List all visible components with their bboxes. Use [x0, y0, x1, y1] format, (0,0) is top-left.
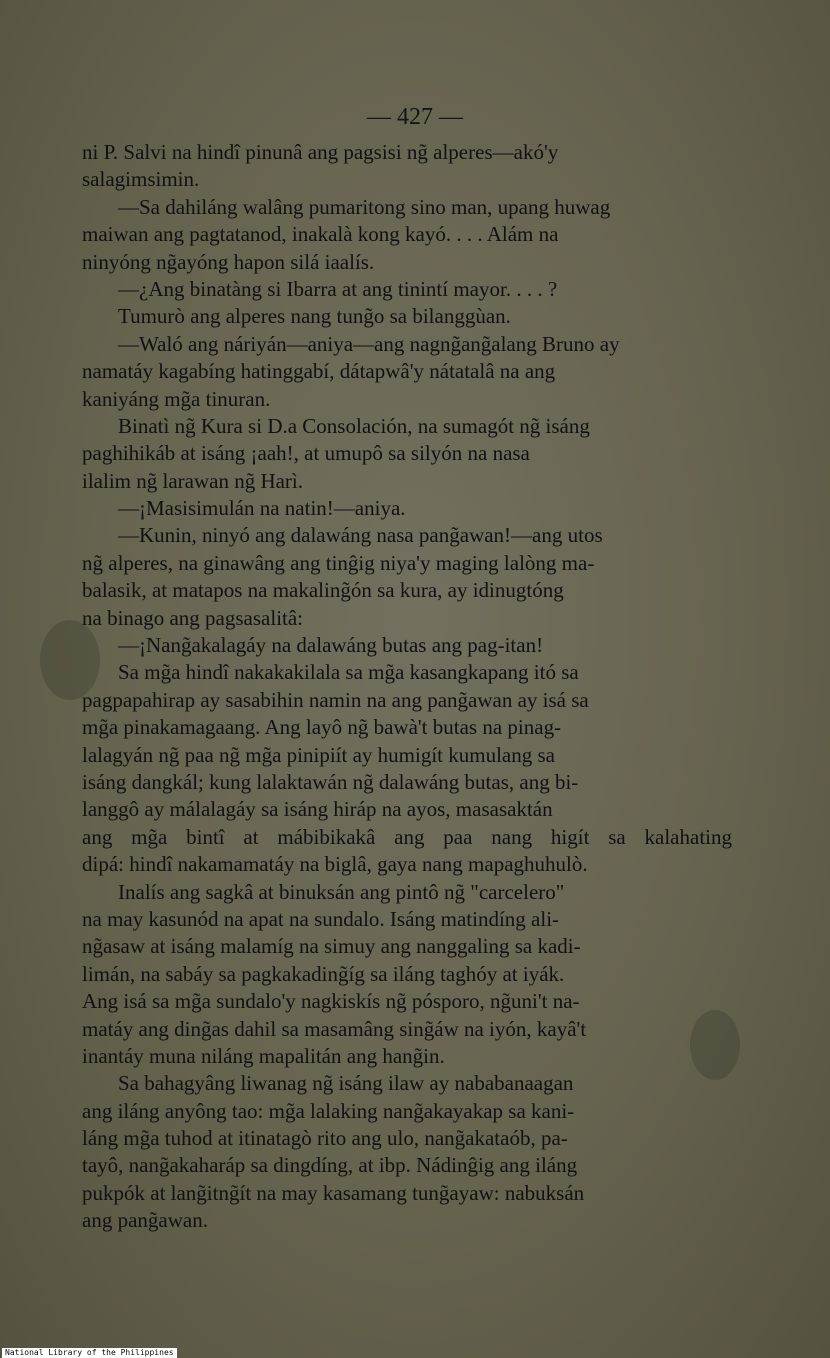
text-line: —Sa dahiláng walâng pumaritong sino man, upang huwag [118, 194, 611, 219]
text-line: ninyóng ng̃ayóng hapon silá iaalís. [82, 249, 375, 274]
text-line: pagpapahirap ay sasabihin namin na ang pang̃awan ay isá sa [82, 687, 589, 712]
text-line: langgô ay málalagáy sa isáng hiráp na ayos, masasaktán [82, 797, 553, 822]
text-line: ang mg̃a bintî at mábibikakâ ang paa nang higít sa kalahating [82, 824, 732, 849]
text-line: ang iláng anyông tao: mg̃a lalaking nang̃akayakap sa kani- [82, 1098, 575, 1123]
text-line: ilalim ng̃ larawan ng̃ Harì. [82, 468, 304, 493]
text-line: tayô, nang̃akaharáp sa dingdíng, at ibp. Nádinĝig ang iláng [82, 1153, 578, 1178]
text-line: Sa bahagyâng liwanag ng̃ isáng ilaw ay nababanaagan [118, 1071, 574, 1096]
text-line: —¡Nang̃akalagáy na dalawáng butas ang pag-itan! [118, 633, 544, 658]
text-line: isáng dangkál; kung lalaktawán ng̃ dalawáng butas, ang bi- [82, 769, 579, 794]
text-line: Ang isá sa mg̃a sundalo'y nagkiskís ng̃ pósporo, ng̃uni't na- [82, 989, 580, 1014]
text-line: —¿Ang binatàng si Ibarra at ang tinintí mayor. . . . ? [118, 276, 558, 301]
text-line: ng̃ alperes, na ginawâng ang tinĝig niya'y maging lalòng ma- [82, 550, 595, 575]
text-line: Inalís ang sagkâ at binuksán ang pintô ng̃ "carcelero" [118, 879, 565, 904]
text-line: kaniyáng mg̃a tinuran. [82, 386, 271, 411]
page-number: — 427 — [367, 104, 463, 130]
text-line: dipá: hindî nakamamatáy na biglâ, gaya nang mapaghuhulò. [82, 852, 588, 877]
text-line: maiwan ang pagtatanod, inakalà kong kayó. . . . Alám na [82, 222, 559, 247]
text-line: inantáy muna niláng mapalitán ang hang̃in. [82, 1043, 445, 1068]
body-text [82, 139, 732, 1235]
text-line: balasik, at matapos na makaling̃ón sa kura, ay idinugtóng [82, 578, 564, 603]
text-line: —¡Masisimulán na natin!—aniya. [118, 496, 406, 521]
text-line: pukpók at lang̃itng̃ít na may kasamang tung̃ayaw: nabuksán [82, 1180, 585, 1205]
text-line: Binatì ng̃ Kura si D.a Consolación, na sumagót ng̃ isáng [118, 413, 590, 438]
text-line: Tumurò ang alperes nang tung̃o sa bilanggùan. [118, 304, 511, 329]
text-line: ni P. Salvi na hindî pinunâ ang pagsisi ng̃ alperes—akó'y [82, 140, 559, 164]
text-line: paghihikáb at isáng ¡aah!, at umupô sa silyón na nasa [82, 441, 530, 466]
text-line: —Waló ang náriyán—aniya—ang nagng̃ang̃alang Bruno ay [118, 331, 620, 356]
text-line: ng̃asaw at isáng malamíg na simuy ang nanggaling sa kadi- [82, 934, 581, 959]
text-line: Sa mg̃a hindî nakakakilala sa mg̃a kasangkapang itó sa [118, 660, 579, 685]
text-line: ang pang̃awan. [82, 1208, 208, 1233]
text-line: namatáy kagabíng hatinggabí, dátapwâ'y nátatalâ na ang [82, 359, 556, 384]
library-watermark: National Library of the Philippines [2, 1348, 177, 1358]
text-line: mg̃a pinakamagaang. Ang layô ng̃ bawà't butas na pinag- [82, 715, 562, 740]
text-line: na may kasunód na apat na sundalo. Isáng matindíng ali- [82, 906, 560, 931]
text-line: láng mg̃a tuhod at itinatagò rito ang ulo, nang̃akataób, pa- [82, 1126, 568, 1151]
text-line: lalagyán ng̃ paa ng̃ mg̃a pinipiít ay humigít kumulang sa [82, 742, 555, 767]
text-line: salagimsimin. [82, 167, 200, 192]
text-line: matáy ang ding̃as dahil sa masamâng sing̃áw na iyón, kayâ't [82, 1016, 587, 1041]
text-line: na binago ang pagsasalitâ: [82, 605, 304, 630]
text-line: limán, na sabáy sa pagkakading̃íg sa iláng taghóy at iyák. [82, 961, 565, 986]
text-line: —Kunin, ninyó ang dalawáng nasa pang̃awan!—ang utos [118, 523, 603, 548]
